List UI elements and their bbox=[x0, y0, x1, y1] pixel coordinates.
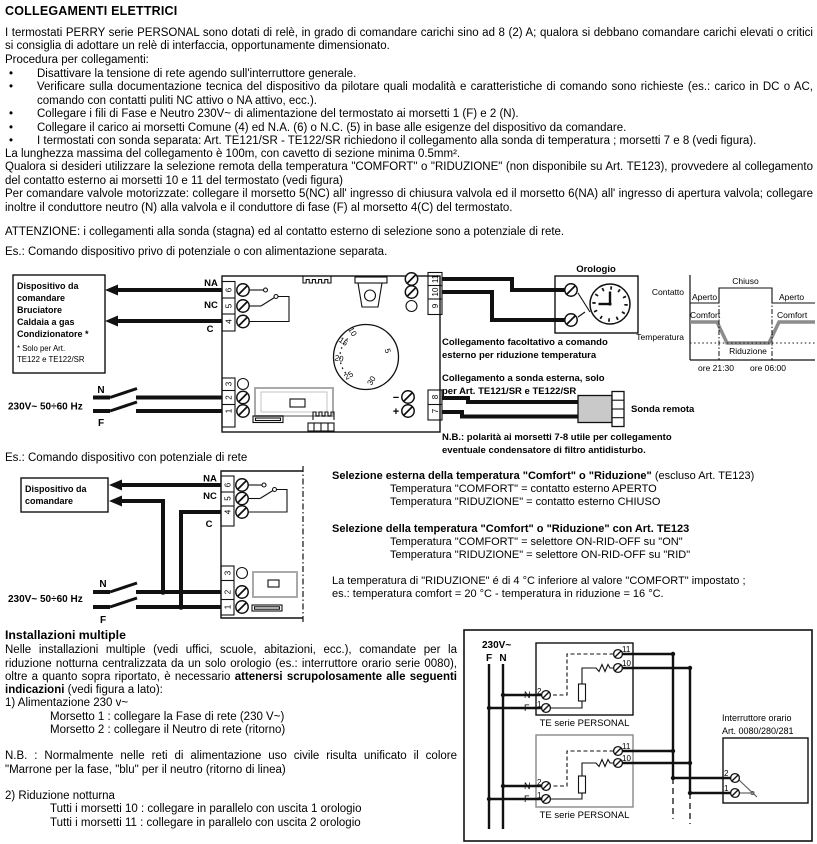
notes-paragraphs bbox=[5, 148, 813, 215]
terminal-block-654 bbox=[221, 476, 287, 526]
device-line: comandare bbox=[25, 496, 74, 506]
bullet-icon: • bbox=[9, 108, 14, 121]
screw-terminal-8[interactable] bbox=[402, 391, 414, 403]
supply-label: 230V~ 50÷60 Hz bbox=[8, 401, 83, 413]
clock-screw-top[interactable] bbox=[565, 284, 577, 296]
multiple-installations-section bbox=[5, 629, 457, 830]
relay-output-wires bbox=[109, 474, 221, 610]
bullet-icon: • bbox=[9, 68, 14, 80]
neutral-label: N bbox=[97, 385, 105, 396]
terminal-number: 1 bbox=[537, 700, 542, 709]
terminal-label-c: C bbox=[206, 324, 214, 335]
wiring-diagram-3 bbox=[458, 626, 815, 843]
terminal-number: 4 bbox=[223, 509, 233, 515]
terminal-number: 3 bbox=[224, 381, 234, 387]
clock-face-icon bbox=[590, 284, 630, 324]
terminal-number: 6 bbox=[224, 287, 234, 293]
screw-terminal-7[interactable] bbox=[402, 405, 414, 417]
screw-terminal-1[interactable] bbox=[237, 405, 249, 417]
example1-label: Es.: Comando dispositivo privo di potenziale o con alimentazione separata. bbox=[5, 246, 388, 258]
clock-switch-blade bbox=[578, 293, 590, 312]
device-line: comandare bbox=[17, 293, 66, 303]
terminal-3-hole bbox=[238, 379, 249, 390]
nb-line: eventuale condensatore di filtro antidisturbo. bbox=[442, 445, 646, 456]
phase-label: F bbox=[524, 703, 530, 713]
list-subitem: Morsetto 1 : collegare la Fase di rete (230 V~) bbox=[50, 710, 285, 723]
phase-label: F bbox=[524, 794, 530, 804]
selection-note-line: es.: temperatura comfort = 20 °C - temperatura in riduzione = 16 °C. bbox=[332, 588, 664, 601]
sensor-mount bbox=[355, 277, 387, 307]
unit-label: TE serie PERSONAL bbox=[539, 718, 630, 729]
axis-label-contact: Contatto bbox=[651, 287, 684, 297]
screw-terminal-2[interactable] bbox=[542, 782, 551, 791]
selection-line: Temperatura "COMFORT" = contatto esterno APERTO bbox=[390, 483, 657, 496]
terminal-number: 3 bbox=[223, 570, 233, 576]
attention-note: ATTENZIONE: i collegamenti alla sonda (stagna) ed al contatto esterno di selezione sono a potenziale di rete. bbox=[5, 226, 565, 238]
axis-label-temperature: Temperatura bbox=[636, 332, 684, 342]
polarity-minus: − bbox=[392, 392, 400, 404]
bullet-icon: • bbox=[9, 135, 14, 148]
list-subitem: Morsetto 2 : collegare il Neutro di rete (ritorno) bbox=[50, 724, 286, 737]
terminal-number: 6 bbox=[223, 482, 233, 488]
probe-connector bbox=[578, 396, 612, 423]
procedure-label: Procedura per collegamenti: bbox=[5, 53, 149, 66]
clock-box bbox=[442, 264, 638, 333]
screw-terminal-1[interactable] bbox=[731, 789, 740, 798]
screw-terminal-1[interactable] bbox=[542, 704, 551, 713]
phase-label: F bbox=[97, 418, 105, 429]
list-item: • Disattivare la tensione di rete agendo sull'interruttore generale. bbox=[5, 68, 813, 81]
section-paragraph: Nelle installazioni multiple (vedi uffici, scuole, abitazioni, ecc.), comandate per la riduzione notturna centralizzata da un solo orologio (es.: interruttore orario serie 0080), oltre a quanto sopra riportato, è necessario attenersi scrupolosamente alle seguenti indicazioni (vedi figura a lato): bbox=[5, 644, 457, 697]
selection-line: Temperatura "RIDUZIONE" = contatto esterno CHIUSO bbox=[390, 496, 661, 509]
terminal-number: 1 bbox=[223, 604, 233, 610]
terminal-block-321 bbox=[221, 566, 248, 615]
selection-heading-1-note: (escluso Art. TE123) bbox=[654, 470, 755, 482]
state-open-left: Aperto bbox=[692, 292, 718, 302]
note-paragraph: Per comandare valvole motorizzate: collegare il morsetto 5(NC) all' ingresso di chiusura valvola ed il morsetto 6(NA) all' ingresso di apertura valvola; collegare inoltre il conduttore neutro (N) alla valvola e il conduttore di fase (F) al morsetto 4(C) del termostato. bbox=[5, 188, 813, 214]
nb-line: N.B.: polarità ai morsetti 7-8 utile per collegamento bbox=[442, 432, 672, 443]
clock-screw-bottom[interactable] bbox=[565, 314, 577, 326]
screw-terminal-1[interactable] bbox=[542, 795, 551, 804]
terminal-number: 2 bbox=[537, 687, 542, 696]
list-subitem: Tutti i morsetti 10 : collegare in parallelo con uscita 1 orologio bbox=[50, 803, 362, 816]
terminal-block-11-10-9 bbox=[405, 273, 442, 315]
top-connector-comb bbox=[303, 276, 331, 283]
terminal-number: 5 bbox=[224, 303, 234, 309]
switch-blade-n bbox=[110, 583, 137, 592]
list-item: • Collegare i fili di Fase e Neutro 230V~ di alimentazione del termostato ai morsetti 1 (F) e 2 (N). bbox=[5, 108, 813, 121]
example2-label: Es.: Comando dispositivo con potenziale di rete bbox=[5, 452, 248, 464]
selector-window[interactable] bbox=[253, 572, 297, 597]
selection-line: Temperatura "RIDUZIONE" = selettore ON-RID-OFF su "RID" bbox=[390, 549, 691, 562]
terminal-block-321 bbox=[222, 378, 249, 427]
bullet-icon: • bbox=[9, 121, 14, 134]
relay-contact-symbol bbox=[249, 483, 288, 512]
clock-wire-10 bbox=[442, 292, 565, 320]
terminal-number: 5 bbox=[223, 496, 233, 501]
list-item: 2) Riduzione notturna bbox=[5, 789, 115, 802]
level-reduction: Riduzione bbox=[729, 346, 767, 356]
unit-label: TE serie PERSONAL bbox=[539, 810, 630, 821]
selection-note-line: La temperatura di "RIDUZIONE" é di 4 °C inferiore al valore "COMFORT" impostato ; bbox=[332, 575, 746, 588]
terminal-number: 11 bbox=[622, 742, 631, 751]
wiring-diagram-2 bbox=[0, 466, 330, 628]
mains-supply bbox=[8, 385, 222, 429]
list-item: • I termostati con sonda separata: Art. TE121/SR - TE122/SR richiedono il collegamento alla sonda di temperatura ; morsetti 7 e 8 (vedi figura). bbox=[5, 135, 813, 148]
terminal-number: 10 bbox=[622, 754, 631, 763]
device-line: Dispositivo da bbox=[25, 484, 87, 494]
terminal-number: 8 bbox=[431, 394, 440, 400]
terminal-9-hole bbox=[406, 301, 417, 312]
device-box bbox=[21, 478, 108, 512]
temperature-curve bbox=[690, 322, 815, 343]
screw-terminal-2[interactable] bbox=[236, 586, 248, 598]
wiring-diagram-1 bbox=[0, 262, 817, 458]
relay-output-wires bbox=[105, 278, 222, 335]
terminal-number: 1 bbox=[537, 791, 542, 800]
switch-blade-f bbox=[110, 598, 137, 607]
neutral-label: N bbox=[524, 781, 531, 791]
terminal-number: 2 bbox=[224, 395, 234, 400]
procedure-list bbox=[5, 68, 813, 148]
state-open-right: Aperto bbox=[779, 292, 805, 302]
device-footnote: * Solo per Art. bbox=[17, 344, 66, 353]
nb-paragraph: N.B. : Normalmente nelle reti di alimentazione uso civile risulta unificato il colore "Marrone per la fase, "blu" per il neutro (ritorno di linea) bbox=[5, 750, 457, 776]
terminal-label-na: NA bbox=[203, 473, 217, 485]
screw-terminal-10[interactable] bbox=[405, 286, 417, 298]
terminal-number: 9 bbox=[431, 303, 440, 309]
switch-blade-f bbox=[110, 402, 137, 411]
probe-note-line: per Art. TE121/SR e TE122/SR bbox=[442, 386, 577, 397]
terminal-number: 10 bbox=[622, 659, 631, 668]
dial-number: 5 bbox=[382, 347, 393, 355]
level-comfort-left: Comfort bbox=[690, 310, 721, 320]
dial-number: 30 bbox=[365, 374, 378, 387]
screw-terminal-2[interactable] bbox=[542, 691, 551, 700]
terminal-number: 4 bbox=[224, 319, 234, 324]
neutral-label: N bbox=[499, 653, 507, 664]
section-heading: Installazioni multiple bbox=[5, 628, 126, 642]
temperature-dial[interactable] bbox=[334, 325, 399, 390]
clock-wire-11 bbox=[442, 279, 565, 290]
terminal-number: 11 bbox=[622, 645, 631, 654]
screw-terminal-5[interactable] bbox=[236, 492, 248, 504]
note-paragraph: Qualora si desideri utilizzare la selezione remota della temperatura "COMFORT" o "RIDUZIONE" (non disponibile su Art. TE123), provvedere al collegamento del contatto esterno ai morsetti 10 e 11 del termostato (vedi figura) bbox=[5, 161, 813, 187]
level-comfort-right: Comfort bbox=[777, 310, 808, 320]
screw-terminal-1[interactable] bbox=[236, 601, 248, 613]
screw-terminal-2[interactable] bbox=[237, 391, 249, 403]
terminal-block-87 bbox=[393, 390, 442, 420]
thermostat-body-partial bbox=[221, 466, 303, 624]
terminal-label-c: C bbox=[205, 519, 213, 530]
screw-terminal-10[interactable] bbox=[614, 759, 623, 768]
dial-number: 10 bbox=[346, 325, 359, 338]
terminal-number: 11 bbox=[431, 274, 440, 284]
device-line: Caldaia a gas bbox=[17, 317, 75, 327]
switch-blade-n bbox=[110, 389, 137, 398]
terminal-number: 2 bbox=[724, 769, 729, 778]
selection-heading-1: Selezione esterna della temperatura "Comfort" o "Riduzione" bbox=[332, 470, 655, 482]
note-paragraph: La lunghezza massima del collegamento è 100m, con cavetto di sezione minima 0.5mm². bbox=[5, 148, 461, 160]
state-closed: Chiuso bbox=[732, 276, 759, 286]
time-tick-2: ore 06:00 bbox=[750, 363, 786, 373]
device-line: Dispositivo da bbox=[17, 281, 79, 291]
terminal-number: 2 bbox=[537, 778, 542, 787]
polarity-plus: + bbox=[392, 406, 400, 418]
time-switch-article: Art. 0080/280/281 bbox=[722, 726, 794, 736]
clock-note-line: esterno per riduzione temperatura bbox=[442, 350, 597, 361]
screw-terminal-4[interactable] bbox=[236, 506, 248, 518]
time-tick-1: ore 21:30 bbox=[698, 363, 734, 373]
list-subitem: Tutti i morsetti 11 : collegare in parallelo con uscita 2 orologio bbox=[50, 816, 361, 829]
phase-label: F bbox=[99, 615, 107, 626]
page-title: COLLEGAMENTI ELETTRICI bbox=[5, 4, 178, 18]
device-box bbox=[13, 275, 105, 373]
screw-terminal-6[interactable] bbox=[237, 284, 249, 296]
bullet-icon: • bbox=[9, 81, 14, 94]
bottom-slot bbox=[252, 605, 282, 611]
dial-number: 25 bbox=[342, 369, 355, 382]
clock-note-line: Collegamento facoltativo a comando bbox=[442, 337, 608, 348]
reduction-graph bbox=[636, 275, 815, 373]
selection-heading-2: Selezione della temperatura "Comfort" o "Riduzione" con Art. TE123 bbox=[332, 522, 690, 535]
selection-line: Temperatura "COMFORT" = selettore ON-RID-OFF su "ON" bbox=[390, 535, 683, 548]
supply-label: 230V~ 50÷60 Hz bbox=[8, 594, 83, 605]
terminal-label-nc: NC bbox=[203, 491, 217, 502]
dial-number: 20 bbox=[333, 353, 345, 364]
mains-supply bbox=[8, 579, 221, 626]
device-footnote: TE122 e TE122/SR bbox=[17, 355, 85, 364]
list-item: • Verificare sulla documentazione tecnica del dispositivo da pilotare quali modalità e caratteristiche di comando sono richieste (es.: carico in DC o AC, comando con contatti puliti NC attivo o NA attivo, ecc.). bbox=[5, 81, 813, 108]
supply-label: 230V~ bbox=[482, 640, 512, 651]
screw-terminal-2[interactable] bbox=[731, 774, 740, 783]
probe-label: Sonda remota bbox=[631, 404, 695, 415]
selection-instructions bbox=[332, 470, 815, 602]
terminal-number: 10 bbox=[431, 287, 440, 297]
relay-contact-symbol bbox=[250, 288, 290, 322]
terminal-number: 1 bbox=[724, 784, 729, 793]
terminal-number: 7 bbox=[431, 408, 440, 414]
terminal-label-nc: NC bbox=[204, 300, 218, 311]
screw-terminal-6[interactable] bbox=[236, 479, 248, 491]
terminal-label-na: NA bbox=[204, 278, 218, 289]
phase-label: F bbox=[485, 653, 493, 664]
intro-text: I termostati PERRY serie PERSONAL sono dotati di relè, in grado di comandare carichi sino ad 8 (2) A; qualora si debbano comandare carichi elevati o critici si consiglia di adottare un relè di interfaccia, opportunamente dimensionato. bbox=[5, 27, 813, 53]
screw-terminal-10[interactable] bbox=[614, 664, 623, 673]
time-switch-label: Interruttore orario bbox=[722, 713, 792, 723]
terminal-number: 1 bbox=[224, 408, 234, 414]
terminal-3-hole bbox=[237, 568, 248, 579]
terminal-block-654 bbox=[222, 282, 289, 332]
neutral-label: N bbox=[524, 690, 531, 700]
device-line: Condizionatore * bbox=[17, 329, 89, 339]
terminal-number: 2 bbox=[223, 589, 233, 595]
screw-terminal-5[interactable] bbox=[237, 300, 249, 312]
dial-number: 15 bbox=[337, 335, 350, 348]
screw-terminal-11[interactable] bbox=[614, 747, 623, 756]
neutral-label: N bbox=[99, 579, 107, 590]
screw-terminal-11[interactable] bbox=[614, 650, 623, 659]
list-item: 1) Alimentazione 230 v~ bbox=[5, 697, 129, 710]
list-item: • Collegare il carico ai morsetti Comune (4) ed N.A. (6) o N.C. (5) in base alle esigenze del dispositivo da comandare. bbox=[5, 122, 813, 135]
intro-paragraph bbox=[5, 27, 813, 67]
probe-note-line: Collegamento a sonda esterna, solo bbox=[442, 373, 605, 384]
screw-terminal-4[interactable] bbox=[237, 315, 249, 327]
clock-label: Orologio bbox=[576, 264, 616, 275]
device-line: Bruciatore bbox=[17, 305, 63, 315]
screw-terminal-11[interactable] bbox=[405, 273, 417, 285]
